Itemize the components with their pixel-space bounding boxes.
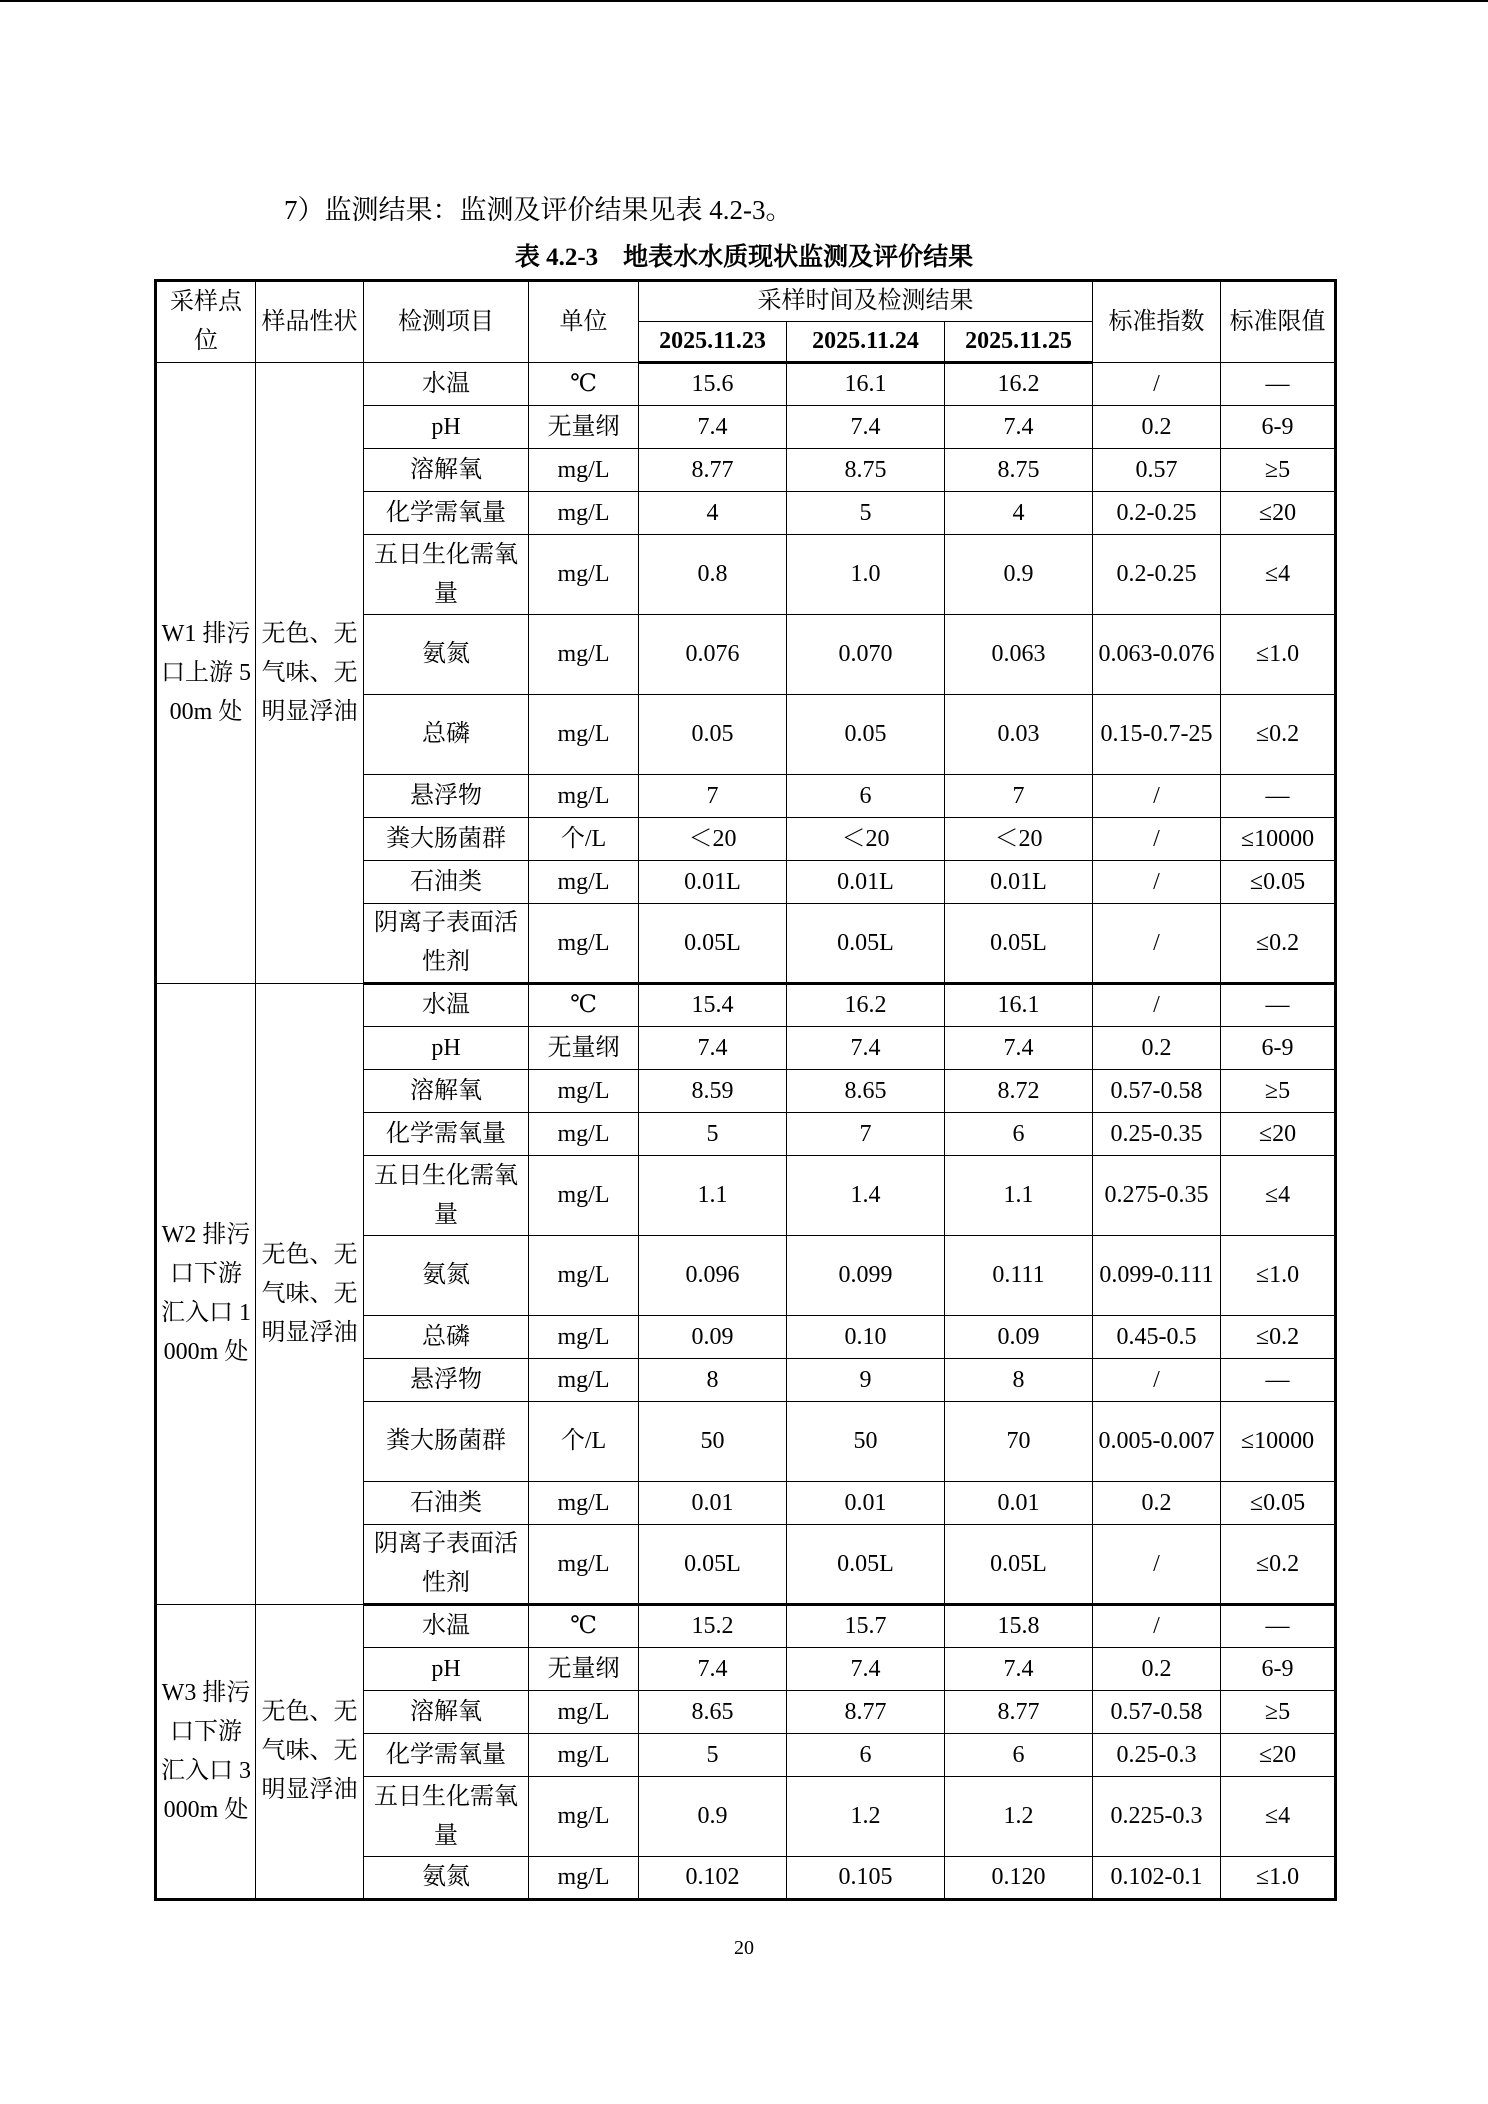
index-cell: /: [1093, 1525, 1221, 1605]
index-cell: 0.225-0.3: [1093, 1777, 1221, 1857]
unit-cell: mg/L: [529, 861, 639, 904]
value-cell-day1: 0.8: [639, 535, 787, 615]
value-cell-day2: 1.0: [787, 535, 945, 615]
header-results-group: 采样时间及检测结果: [639, 281, 1093, 322]
limit-cell: ≤0.2: [1221, 1525, 1336, 1605]
limit-cell: ≤0.05: [1221, 861, 1336, 904]
unit-cell: mg/L: [529, 775, 639, 818]
item-cell: 化学需氧量: [364, 492, 529, 535]
table-row: [156, 1605, 1336, 1648]
index-cell: 0.2: [1093, 1482, 1221, 1525]
value-cell-day1: 50: [639, 1402, 787, 1482]
item-cell: 粪大肠菌群: [364, 818, 529, 861]
item-cell: 化学需氧量: [364, 1734, 529, 1777]
index-cell: 0.25-0.35: [1093, 1113, 1221, 1156]
index-cell: 0.2-0.25: [1093, 535, 1221, 615]
value-cell-day3: 7.4: [945, 1648, 1093, 1691]
value-cell-day3: 8.77: [945, 1691, 1093, 1734]
value-cell-day3: 0.063: [945, 615, 1093, 695]
site-cell: W3 排污口下游汇入口 3000m 处: [156, 1605, 256, 1900]
value-cell-day1: 0.076: [639, 615, 787, 695]
limit-cell: ≤4: [1221, 535, 1336, 615]
unit-cell: 个/L: [529, 818, 639, 861]
value-cell-day3: 16.1: [945, 984, 1093, 1027]
value-cell-day3: 1.1: [945, 1156, 1093, 1236]
index-cell: 0.57-0.58: [1093, 1691, 1221, 1734]
limit-cell: 6-9: [1221, 1648, 1336, 1691]
index-cell: 0.57: [1093, 449, 1221, 492]
value-cell-day2: 15.7: [787, 1605, 945, 1648]
value-cell-day2: 8.65: [787, 1070, 945, 1113]
value-cell-day1: 0.05L: [639, 904, 787, 984]
value-cell-day3: 0.03: [945, 695, 1093, 775]
value-cell-day2: 0.05L: [787, 1525, 945, 1605]
index-cell: /: [1093, 1605, 1221, 1648]
table-body: [156, 363, 1336, 1900]
limit-cell: —: [1221, 363, 1336, 406]
index-cell: /: [1093, 1359, 1221, 1402]
value-cell-day2: 8.75: [787, 449, 945, 492]
value-cell-day1: 15.6: [639, 363, 787, 406]
header-date-1: 2025.11.23: [639, 322, 787, 363]
table-row: [156, 984, 1336, 1027]
index-cell: 0.063-0.076: [1093, 615, 1221, 695]
header-limit: 标准限值: [1221, 281, 1336, 363]
item-cell: 五日生化需氧量: [364, 535, 529, 615]
item-cell: 石油类: [364, 1482, 529, 1525]
value-cell-day1: 0.096: [639, 1236, 787, 1316]
header-date-2: 2025.11.24: [787, 322, 945, 363]
index-cell: 0.275-0.35: [1093, 1156, 1221, 1236]
value-cell-day2: 0.05L: [787, 904, 945, 984]
index-cell: 0.2: [1093, 1027, 1221, 1070]
value-cell-day3: 0.9: [945, 535, 1093, 615]
index-cell: 0.2: [1093, 406, 1221, 449]
item-cell: 悬浮物: [364, 1359, 529, 1402]
unit-cell: 无量纲: [529, 1648, 639, 1691]
index-cell: 0.45-0.5: [1093, 1316, 1221, 1359]
unit-cell: mg/L: [529, 1734, 639, 1777]
limit-cell: 6-9: [1221, 406, 1336, 449]
unit-cell: ℃: [529, 1605, 639, 1648]
value-cell-day2: ＜20: [787, 818, 945, 861]
value-cell-day3: 7.4: [945, 406, 1093, 449]
limit-cell: 6-9: [1221, 1027, 1336, 1070]
value-cell-day2: 1.2: [787, 1777, 945, 1857]
table-caption: 表 4.2-3 地表水水质现状监测及评价结果: [514, 244, 974, 271]
value-cell-day3: 0.05L: [945, 904, 1093, 984]
limit-cell: ≤4: [1221, 1156, 1336, 1236]
limit-cell: ≥5: [1221, 449, 1336, 492]
value-cell-day3: 4: [945, 492, 1093, 535]
limit-cell: ≤4: [1221, 1777, 1336, 1857]
index-cell: 0.15-0.7-25: [1093, 695, 1221, 775]
value-cell-day2: 1.4: [787, 1156, 945, 1236]
value-cell-day2: 50: [787, 1402, 945, 1482]
limit-cell: —: [1221, 1359, 1336, 1402]
item-cell: 溶解氧: [364, 1070, 529, 1113]
value-cell-day2: 0.070: [787, 615, 945, 695]
value-cell-day2: 6: [787, 1734, 945, 1777]
unit-cell: mg/L: [529, 1777, 639, 1857]
value-cell-day3: 7.4: [945, 1027, 1093, 1070]
value-cell-day2: 5: [787, 492, 945, 535]
value-cell-day1: 7.4: [639, 1027, 787, 1070]
index-cell: 0.25-0.3: [1093, 1734, 1221, 1777]
value-cell-day3: 0.111: [945, 1236, 1093, 1316]
limit-cell: ≤10000: [1221, 818, 1336, 861]
value-cell-day2: 0.10: [787, 1316, 945, 1359]
item-cell: 化学需氧量: [364, 1113, 529, 1156]
header-appearance: 样品性状: [256, 281, 364, 363]
table-row: [156, 363, 1336, 406]
value-cell-day1: 7.4: [639, 1648, 787, 1691]
item-cell: 阴离子表面活性剂: [364, 1525, 529, 1605]
index-cell: 0.005-0.007: [1093, 1402, 1221, 1482]
unit-cell: mg/L: [529, 1359, 639, 1402]
value-cell-day2: 0.099: [787, 1236, 945, 1316]
header-item: 检测项目: [364, 281, 529, 363]
item-cell: 五日生化需氧量: [364, 1777, 529, 1857]
unit-cell: mg/L: [529, 904, 639, 984]
value-cell-day3: 0.05L: [945, 1525, 1093, 1605]
limit-cell: ≥5: [1221, 1070, 1336, 1113]
index-cell: 0.57-0.58: [1093, 1070, 1221, 1113]
index-cell: /: [1093, 363, 1221, 406]
limit-cell: ≤0.2: [1221, 904, 1336, 984]
item-cell: 水温: [364, 363, 529, 406]
item-cell: 氨氮: [364, 615, 529, 695]
index-cell: 0.099-0.111: [1093, 1236, 1221, 1316]
intro-paragraph: 7）监测结果：监测及评价结果见表 4.2-3。: [284, 195, 793, 225]
value-cell-day2: 16.1: [787, 363, 945, 406]
unit-cell: ℃: [529, 984, 639, 1027]
unit-cell: mg/L: [529, 1857, 639, 1900]
limit-cell: —: [1221, 984, 1336, 1027]
site-cell: W1 排污口上游 500m 处: [156, 363, 256, 984]
page-top-border: [0, 0, 1488, 2]
unit-cell: mg/L: [529, 1691, 639, 1734]
item-cell: 阴离子表面活性剂: [364, 904, 529, 984]
value-cell-day3: 6: [945, 1734, 1093, 1777]
header-date-3: 2025.11.25: [945, 322, 1093, 363]
value-cell-day1: 5: [639, 1734, 787, 1777]
limit-cell: ≤1.0: [1221, 1857, 1336, 1900]
unit-cell: 无量纲: [529, 1027, 639, 1070]
item-cell: 溶解氧: [364, 1691, 529, 1734]
value-cell-day2: 9: [787, 1359, 945, 1402]
value-cell-day3: 0.120: [945, 1857, 1093, 1900]
value-cell-day1: 8.65: [639, 1691, 787, 1734]
value-cell-day2: 0.05: [787, 695, 945, 775]
unit-cell: mg/L: [529, 695, 639, 775]
unit-cell: 无量纲: [529, 406, 639, 449]
item-cell: 石油类: [364, 861, 529, 904]
value-cell-day3: 7: [945, 775, 1093, 818]
unit-cell: mg/L: [529, 1156, 639, 1236]
limit-cell: ≤1.0: [1221, 615, 1336, 695]
value-cell-day1: 0.05: [639, 695, 787, 775]
limit-cell: —: [1221, 1605, 1336, 1648]
unit-cell: mg/L: [529, 1525, 639, 1605]
value-cell-day1: ＜20: [639, 818, 787, 861]
appearance-cell: 无色、无气味、无明显浮油: [256, 1605, 364, 1900]
site-cell: W2 排污口下游汇入口 1000m 处: [156, 984, 256, 1605]
limit-cell: —: [1221, 775, 1336, 818]
value-cell-day3: ＜20: [945, 818, 1093, 861]
value-cell-day1: 0.05L: [639, 1525, 787, 1605]
item-cell: pH: [364, 406, 529, 449]
value-cell-day1: 0.01L: [639, 861, 787, 904]
limit-cell: ≥5: [1221, 1691, 1336, 1734]
index-cell: /: [1093, 904, 1221, 984]
value-cell-day1: 15.2: [639, 1605, 787, 1648]
table-header: [156, 281, 1336, 363]
header-unit: 单位: [529, 281, 639, 363]
value-cell-day1: 5: [639, 1113, 787, 1156]
unit-cell: mg/L: [529, 492, 639, 535]
header-index: 标准指数: [1093, 281, 1221, 363]
value-cell-day1: 0.102: [639, 1857, 787, 1900]
index-cell: /: [1093, 861, 1221, 904]
value-cell-day3: 0.01: [945, 1482, 1093, 1525]
appearance-cell: 无色、无气味、无明显浮油: [256, 363, 364, 984]
index-cell: 0.2: [1093, 1648, 1221, 1691]
item-cell: 总磷: [364, 1316, 529, 1359]
index-cell: /: [1093, 775, 1221, 818]
unit-cell: mg/L: [529, 1316, 639, 1359]
value-cell-day1: 15.4: [639, 984, 787, 1027]
value-cell-day2: 7.4: [787, 406, 945, 449]
item-cell: 悬浮物: [364, 775, 529, 818]
page-number: 20: [734, 1937, 754, 1959]
value-cell-day1: 4: [639, 492, 787, 535]
unit-cell: mg/L: [529, 615, 639, 695]
limit-cell: ≤0.05: [1221, 1482, 1336, 1525]
item-cell: 氨氮: [364, 1857, 529, 1900]
value-cell-day3: 0.01L: [945, 861, 1093, 904]
unit-cell: ℃: [529, 363, 639, 406]
unit-cell: mg/L: [529, 1236, 639, 1316]
value-cell-day2: 7.4: [787, 1648, 945, 1691]
item-cell: 水温: [364, 984, 529, 1027]
value-cell-day2: 0.105: [787, 1857, 945, 1900]
item-cell: 五日生化需氧量: [364, 1156, 529, 1236]
index-cell: /: [1093, 984, 1221, 1027]
index-cell: 0.102-0.1: [1093, 1857, 1221, 1900]
value-cell-day1: 0.09: [639, 1316, 787, 1359]
item-cell: 粪大肠菌群: [364, 1402, 529, 1482]
value-cell-day1: 1.1: [639, 1156, 787, 1236]
value-cell-day2: 0.01L: [787, 861, 945, 904]
value-cell-day2: 6: [787, 775, 945, 818]
limit-cell: ≤1.0: [1221, 1236, 1336, 1316]
header-site: 采样点位: [156, 281, 256, 363]
limit-cell: ≤0.2: [1221, 1316, 1336, 1359]
item-cell: pH: [364, 1027, 529, 1070]
value-cell-day2: 8.77: [787, 1691, 945, 1734]
water-quality-table: [154, 279, 1337, 1901]
limit-cell: ≤20: [1221, 1113, 1336, 1156]
value-cell-day3: 15.8: [945, 1605, 1093, 1648]
value-cell-day2: 0.01: [787, 1482, 945, 1525]
value-cell-day3: 8: [945, 1359, 1093, 1402]
value-cell-day1: 0.9: [639, 1777, 787, 1857]
item-cell: 溶解氧: [364, 449, 529, 492]
value-cell-day3: 1.2: [945, 1777, 1093, 1857]
value-cell-day3: 8.75: [945, 449, 1093, 492]
limit-cell: ≤10000: [1221, 1402, 1336, 1482]
unit-cell: mg/L: [529, 1482, 639, 1525]
unit-cell: mg/L: [529, 1113, 639, 1156]
value-cell-day1: 8.77: [639, 449, 787, 492]
value-cell-day3: 8.72: [945, 1070, 1093, 1113]
value-cell-day2: 7: [787, 1113, 945, 1156]
value-cell-day1: 7: [639, 775, 787, 818]
value-cell-day1: 7.4: [639, 406, 787, 449]
value-cell-day1: 8: [639, 1359, 787, 1402]
value-cell-day3: 0.09: [945, 1316, 1093, 1359]
unit-cell: mg/L: [529, 1070, 639, 1113]
item-cell: 总磷: [364, 695, 529, 775]
item-cell: 氨氮: [364, 1236, 529, 1316]
item-cell: pH: [364, 1648, 529, 1691]
appearance-cell: 无色、无气味、无明显浮油: [256, 984, 364, 1605]
limit-cell: ≤20: [1221, 492, 1336, 535]
limit-cell: ≤20: [1221, 1734, 1336, 1777]
item-cell: 水温: [364, 1605, 529, 1648]
unit-cell: 个/L: [529, 1402, 639, 1482]
unit-cell: mg/L: [529, 449, 639, 492]
value-cell-day2: 7.4: [787, 1027, 945, 1070]
limit-cell: ≤0.2: [1221, 695, 1336, 775]
value-cell-day2: 16.2: [787, 984, 945, 1027]
value-cell-day3: 6: [945, 1113, 1093, 1156]
value-cell-day1: 8.59: [639, 1070, 787, 1113]
unit-cell: mg/L: [529, 535, 639, 615]
index-cell: 0.2-0.25: [1093, 492, 1221, 535]
value-cell-day3: 70: [945, 1402, 1093, 1482]
value-cell-day1: 0.01: [639, 1482, 787, 1525]
index-cell: /: [1093, 818, 1221, 861]
value-cell-day3: 16.2: [945, 363, 1093, 406]
